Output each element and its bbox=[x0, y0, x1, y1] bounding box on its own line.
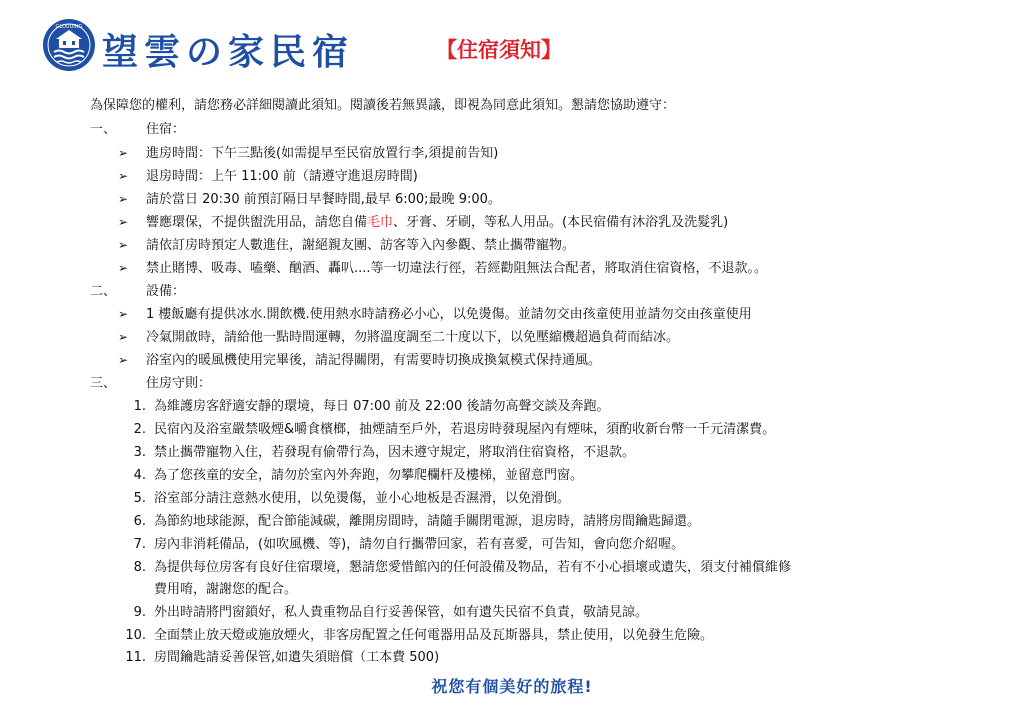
arrow-bullet-icon: ➢ bbox=[118, 146, 129, 160]
section-heading-house-rules: 三、 住房守則： bbox=[90, 376, 212, 391]
list-item: ➢ 冷氣開啟時，請給他一點時間運轉，勿將溫度調至二十度以下，以免壓縮機超過負荷而結冰。 bbox=[118, 330, 680, 345]
closing-message: 祝您有個美好的旅程! bbox=[431, 677, 593, 696]
list-item: 11. 房間鑰匙請妥善保管,如遺失須賠償（工本費 500) bbox=[125, 650, 440, 665]
list-item: ➢ 退房時間：上午 11:00 前（請遵守進退房時間) bbox=[118, 169, 418, 184]
intro-text: 為保障您的權利，請您務必詳細閱讀此須知。閱讀後若無異議，即視為同意此須知。懇請您協助遵守： bbox=[90, 98, 676, 113]
list-item: 3. 禁止攜帶寵物入住，若發現有偷帶行為，因未遵守規定，將取消住宿資格，不退款。 bbox=[133, 445, 636, 460]
list-item: ➢ 請於當日 20:30 前預訂隔日早餐時間,最早 6:00;最晚 9:00。 bbox=[118, 192, 501, 207]
arrow-bullet-icon: ➢ bbox=[118, 330, 129, 344]
list-item-continuation: 費用唷，謝謝您的配合。 bbox=[154, 582, 298, 597]
section-heading-facilities: 二、 設備： bbox=[90, 284, 186, 299]
brand-name: 望雲の家民宿 bbox=[102, 31, 355, 73]
list-item: ➢ 1 樓飯廳有提供冰水.開飲機.使用熱水時請務必小心，以免燙傷。並請勿交由孩童使用並請勿交由孩童使用 bbox=[118, 307, 752, 322]
highlight-towel: 毛巾 bbox=[367, 215, 394, 230]
list-item: ➢ 響應環保，不提供盥洗用品，請您自備毛巾、牙膏、牙刷，等私人用品。(本民宿備有沐浴乳及洗髮乳) bbox=[118, 215, 729, 230]
list-item: ➢ 禁止賭博、吸毒、嗑藥、酗酒、轟叭....等一切違法行徑，若經勸阻無法合配者，將取消住宿資格，不退款。。 bbox=[118, 261, 768, 276]
list-item: ➢ 浴室內的暖風機使用完畢後，請記得關閉，有需要時切換成換氣模式保持通風。 bbox=[118, 353, 602, 368]
list-item: 10. 全面禁止放天燈或施放煙火，非客房配置之任何電器用品及瓦斯器具，禁止使用，以免發生危險。 bbox=[125, 628, 714, 643]
arrow-bullet-icon: ➢ bbox=[118, 307, 129, 321]
arrow-bullet-icon: ➢ bbox=[118, 353, 129, 367]
arrow-bullet-icon: ➢ bbox=[118, 215, 129, 229]
svg-text:GLOUDING: GLOUDING bbox=[55, 24, 83, 30]
list-item: 7. 房內非消耗備品，(如吹風機、等)，請勿自行攜帶回家，若有喜愛，可告知，會向您介紹喔。 bbox=[133, 537, 685, 552]
list-item: 9. 外出時請將門窗鎖好，私人貴重物品自行妥善保管，如有遺失民宿不負責，敬請見諒。 bbox=[133, 605, 649, 620]
list-item: 8. 為提供每位房客有良好住宿環境，懇請您愛惜館內的任何設備及物品，若有不小心損壞或遺失，須支付補償維修 bbox=[133, 560, 792, 575]
header bbox=[38, 18, 998, 78]
arrow-bullet-icon: ➢ bbox=[118, 169, 129, 183]
arrow-bullet-icon: ➢ bbox=[118, 192, 129, 206]
list-item: 2. 民宿內及浴室嚴禁吸煙&嚼食檳榔，抽煙請至戶外，若退房時發現屋內有煙味，須酌收新台幣一千元清潔費。 bbox=[133, 422, 776, 437]
arrow-bullet-icon: ➢ bbox=[118, 261, 129, 275]
list-item: 4. 為了您孩童的安全，請勿於室內外奔跑，勿攀爬欄杆及樓梯，並留意門窗。 bbox=[133, 468, 584, 483]
list-item: ➢ 進房時間：下午三點後(如需提早至民宿放置行李,須提前告知) bbox=[118, 146, 499, 161]
list-item: 6. 為節約地球能源，配合節能減碳，離開房間時，請隨手關閉電源，退房時，請將房間鑰匙歸還。 bbox=[133, 514, 701, 529]
section-heading-lodging: 一、 住宿： bbox=[90, 122, 186, 137]
list-item: 1. 為維護房客舒適安靜的環境，每日 07:00 前及 22:00 後請勿高聲交談及奔跑。 bbox=[133, 399, 610, 414]
page-title: 【住宿須知】 bbox=[436, 38, 562, 62]
logo bbox=[42, 18, 96, 72]
list-item: 5. 浴室部分請注意熱水使用，以免燙傷，並小心地板是否濕滑，以免滑倒。 bbox=[133, 491, 571, 506]
arrow-bullet-icon: ➢ bbox=[118, 238, 129, 252]
list-item: ➢ 請依訂房時預定人數進住，謝絕親友團、訪客等入內參觀、禁止攜帶寵物。 bbox=[118, 238, 576, 253]
